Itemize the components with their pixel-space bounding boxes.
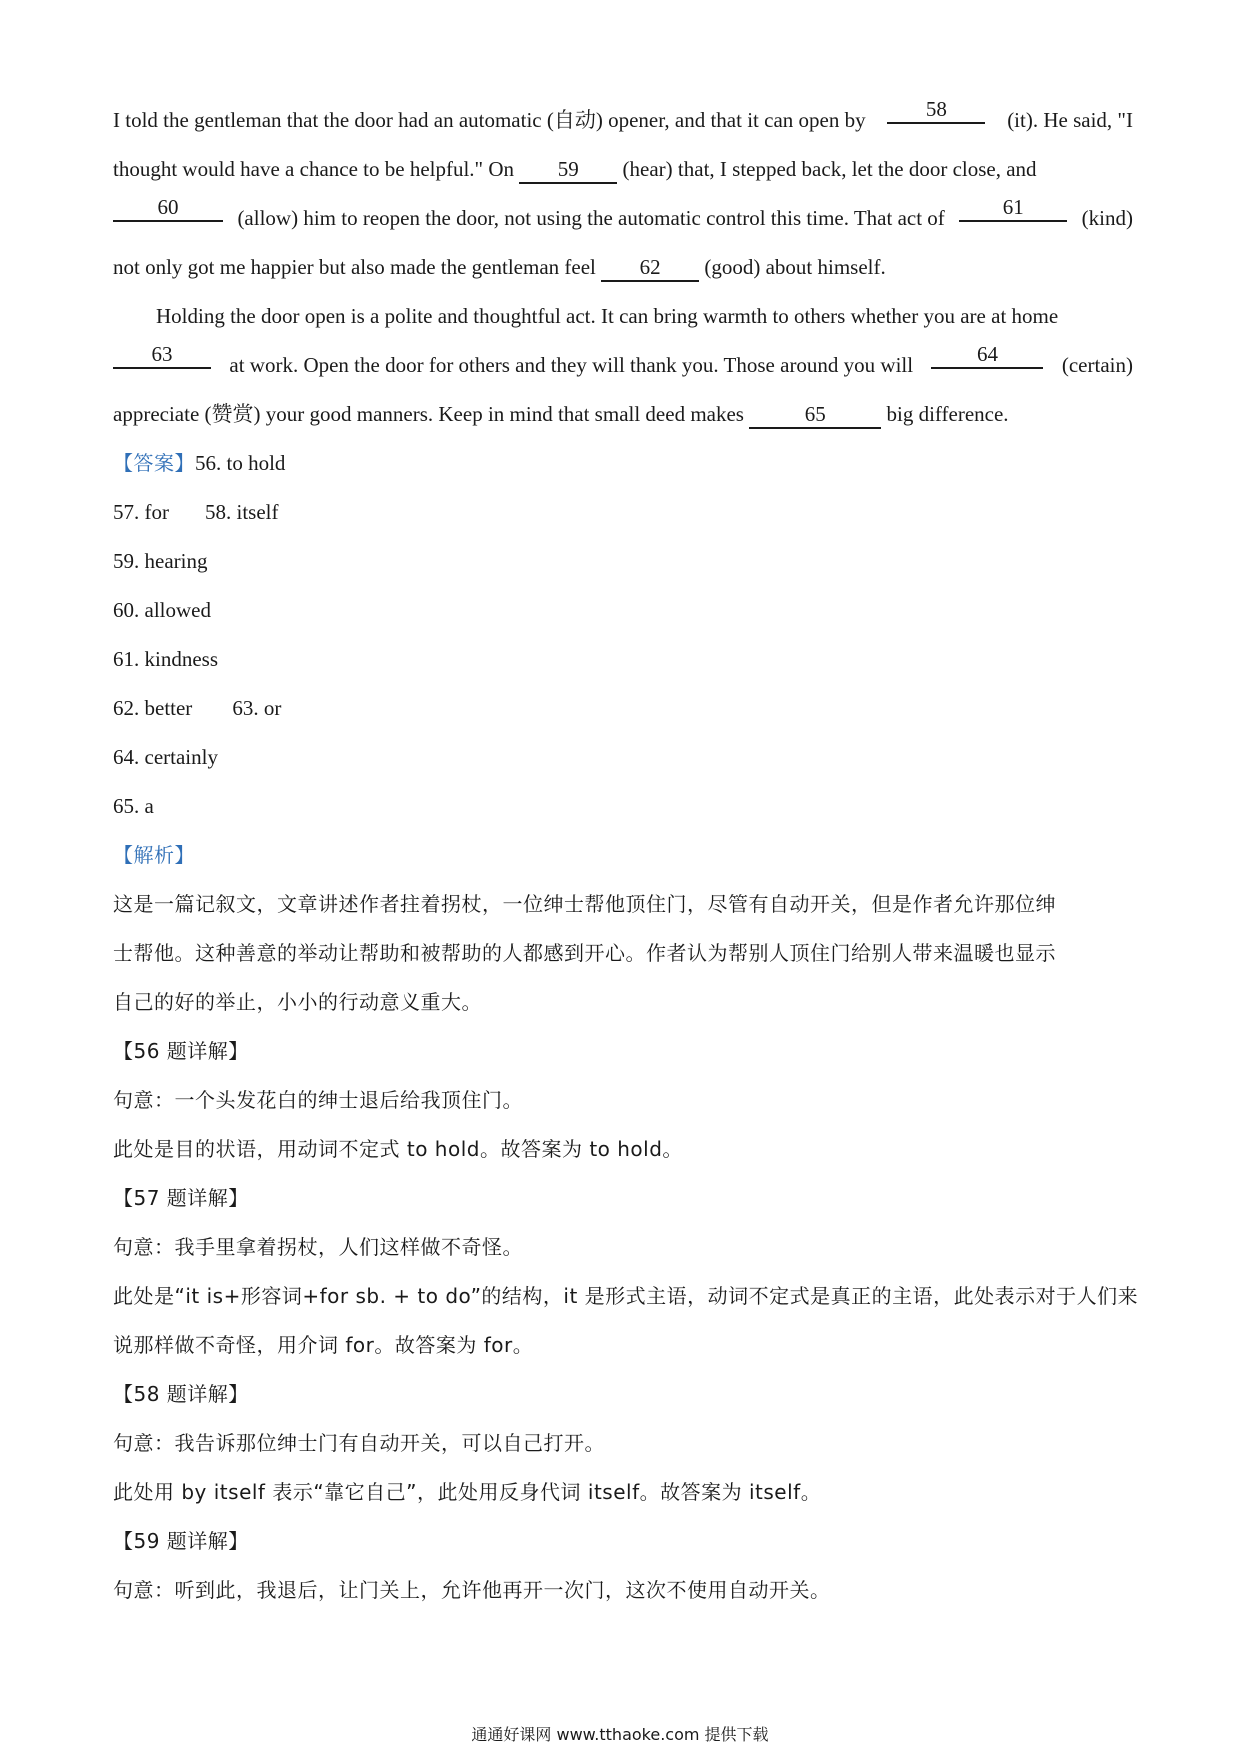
passage-text: (allow) him to reopen the door, not using the automatic control this time. That act of — [237, 206, 945, 230]
detail-explanation: 此处用 by itself 表示“靠它自己”，此处用反身代词 itself。故答案为 itself。 — [113, 1480, 822, 1504]
answer-item: 62. better — [113, 696, 193, 720]
document-body — [113, 96, 1139, 1615]
passage-text: Holding the door open is a polite and thoughtful act. It can bring warmth to others whether you are at home — [156, 304, 1059, 328]
passage-text: (hear) that, I stepped back, let the door close, and — [622, 157, 1037, 181]
passage-text: appreciate (赞赏) your good manners. Keep in mind that small deed makes — [113, 402, 744, 426]
answer-tag: 【答案】 — [113, 451, 195, 475]
passage-text: thought would have a chance to be helpful." On — [113, 157, 515, 181]
detail-sentence: 句意：一个头发花白的绅士退后给我顶住门。 — [113, 1088, 523, 1112]
passage-line-1 — [113, 96, 1133, 145]
analysis-tag: 【解析】 — [113, 843, 195, 867]
passage-line-3 — [113, 194, 1133, 243]
detail-explanation: 此处是“it is+形容词+for sb. + to do”的结构，it 是形式主语，动词不定式是真正的主语，此处表示对于人们来 — [113, 1284, 1139, 1308]
detail-heading-56: 【56 题详解】 — [113, 1039, 249, 1063]
detail-explanation: 说那样做不奇怪，用介词 for。故答案为 for。 — [113, 1333, 534, 1357]
blank-62: 62 — [601, 254, 699, 282]
analysis-paragraph: 士帮他。这种善意的举动让帮助和被帮助的人都感到开心。作者认为帮别人顶住门给别人带来温暖也显示 — [113, 941, 1056, 965]
answer-row — [113, 537, 1133, 586]
answer-header — [113, 439, 1133, 488]
detail-heading-58: 【58 题详解】 — [113, 1382, 249, 1406]
blank-58: 58 — [887, 96, 985, 124]
passage-text: (kind) — [1081, 206, 1133, 230]
answer-item: 57. for — [113, 500, 169, 524]
answer-row — [113, 488, 1133, 537]
passage-line-7 — [113, 390, 1133, 439]
answer-row — [113, 733, 1133, 782]
blank-64: 64 — [931, 341, 1043, 369]
analysis-paragraph: 这是一篇记叙文，文章讲述作者拄着拐杖，一位绅士帮他顶住门，尽管有自动开关，但是作者允许那位绅 — [113, 892, 1056, 916]
blank-65: 65 — [749, 401, 881, 429]
passage-text: (certain) — [1061, 353, 1133, 377]
passage-text: (it). He said, "I — [1007, 108, 1133, 132]
passage-text: (good) about himself. — [704, 255, 886, 279]
answer-item: 64. certainly — [113, 745, 218, 769]
detail-heading-59: 【59 题详解】 — [113, 1529, 249, 1553]
passage-line-2 — [113, 145, 1133, 194]
answer-item: 56. to hold — [195, 451, 286, 475]
detail-sentence: 句意：我告诉那位绅士门有自动开关，可以自己打开。 — [113, 1431, 605, 1455]
passage-text: big difference. — [886, 402, 1009, 426]
answer-row — [113, 782, 1133, 831]
answer-item: 60. allowed — [113, 598, 211, 622]
detail-heading-57: 【57 题详解】 — [113, 1186, 249, 1210]
blank-61: 61 — [959, 194, 1067, 222]
blank-63: 63 — [113, 341, 211, 369]
detail-sentence: 句意：我手里拿着拐杖，人们这样做不奇怪。 — [113, 1235, 523, 1259]
analysis-paragraph: 自己的好的举止，小小的行动意义重大。 — [113, 990, 482, 1014]
analysis-header — [113, 831, 1133, 880]
answer-item: 63. or — [232, 696, 282, 720]
answer-item: 61. kindness — [113, 647, 218, 671]
passage-text: not only got me happier but also made the gentleman feel — [113, 255, 596, 279]
passage-text: I told the gentleman that the door had an automatic (自动) opener, and that it can open by — [113, 108, 866, 132]
blank-59: 59 — [519, 156, 617, 184]
passage-line-5 — [113, 292, 1133, 341]
page-footer: 通通好课网 www.tthaoke.com 提供下载 — [471, 1725, 769, 1744]
blank-60: 60 — [113, 194, 223, 222]
detail-explanation: 此处是目的状语，用动词不定式 to hold。故答案为 to hold。 — [113, 1137, 683, 1161]
passage-line-4 — [113, 243, 1133, 292]
answer-item: 58. itself — [205, 500, 279, 524]
passage-text: at work. Open the door for others and they will thank you. Those around you will — [229, 353, 914, 377]
answer-row — [113, 586, 1133, 635]
passage-line-6 — [113, 341, 1133, 390]
answer-row — [113, 635, 1133, 684]
detail-sentence: 句意：听到此，我退后，让门关上，允许他再开一次门，这次不使用自动开关。 — [113, 1578, 831, 1602]
answer-row — [113, 684, 1133, 733]
answer-item: 65. a — [113, 794, 154, 818]
answer-item: 59. hearing — [113, 549, 208, 573]
